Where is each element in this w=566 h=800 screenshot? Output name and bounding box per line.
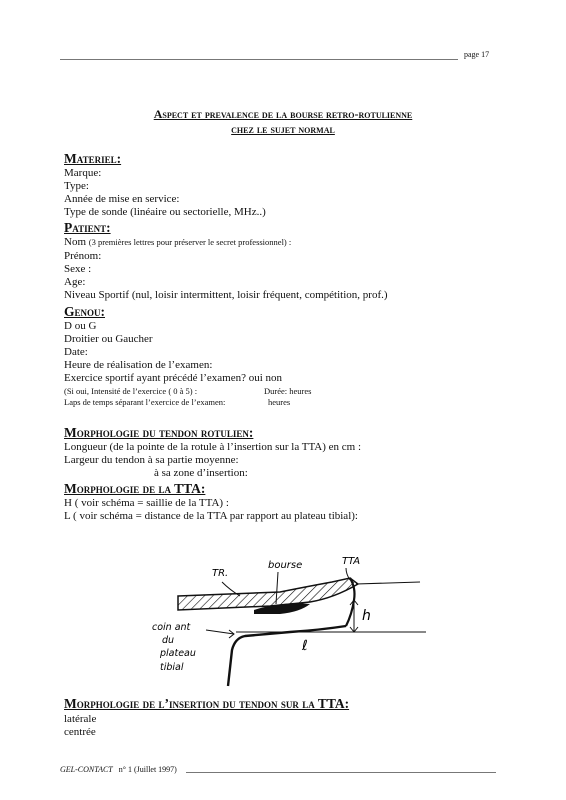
- insertion-laterale: latérale: [64, 713, 97, 725]
- genou-date: Date:: [64, 346, 88, 358]
- tta-l: L ( voir schéma = distance de la TTA par rapport au plateau tibial):: [64, 510, 358, 522]
- materiel-marque: Marque:: [64, 167, 102, 179]
- tendon-band: [178, 578, 358, 610]
- section-tta-heading: Morphologie de la TTA:: [64, 481, 206, 496]
- label-bourse: bourse: [268, 560, 303, 571]
- section-materiel-heading: Materiel:: [64, 151, 122, 166]
- genou-heure: Heure de réalisation de l’examen:: [64, 359, 213, 371]
- label-coin-3: plateau: [160, 648, 196, 659]
- tendon-longueur: Longueur (de la pointe de la rotule à l’insertion sur la TTA) en cm :: [64, 441, 362, 453]
- insertion-centree: centrée: [64, 726, 96, 738]
- genou-intensite: (Si oui, Intensité de l’exercice ( 0 à 5) :: [64, 386, 198, 396]
- materiel-type: Type:: [64, 180, 89, 192]
- footer-rule: [186, 772, 496, 773]
- bone-upper-line: [356, 582, 420, 584]
- patient-niveau-sportif: Niveau Sportif (nul, loisir intermittent, loisir fréquent, compétition, prof.): [64, 289, 388, 301]
- patient-sexe: Sexe :: [64, 263, 92, 275]
- label-coin-1: coin ant: [152, 622, 191, 633]
- section-patient-heading: Patient:: [64, 220, 111, 235]
- genou-laps: Laps de temps séparant l’exercice de l’examen:: [64, 397, 226, 407]
- materiel-sonde: Type de sonde (linéaire ou sectorielle, MHz..): [64, 206, 266, 218]
- genou-duree: Durée: heures: [264, 386, 312, 396]
- tendon-largeur-insertion: à sa zone d’insertion:: [154, 467, 248, 479]
- genou-laps-heures: heures: [268, 397, 291, 407]
- section-genou-heading: Genou:: [64, 304, 105, 319]
- page-number: page 17: [464, 50, 490, 59]
- label-h: h: [362, 608, 371, 624]
- label-l: ℓ: [302, 638, 308, 654]
- footer-issue: n° 1 (Juillet 1997): [118, 765, 177, 774]
- tta-h: H ( voir schéma = saillie de la TTA) :: [64, 497, 229, 509]
- tibia-contour: [228, 626, 346, 686]
- footer: [60, 765, 177, 774]
- section-tendon-heading: Morphologie du tendon rotulien:: [64, 425, 254, 440]
- patient-prenom: Prénom:: [64, 250, 102, 262]
- patient-nom-label: Nom: [64, 236, 86, 248]
- knee-schema-sketch: [150, 548, 440, 688]
- patient-nom-note: (3 premières lettres pour préserver le secret professionnel) :: [88, 237, 292, 247]
- footer-journal: GEL-CONTACT: [60, 765, 113, 774]
- label-tr: TR.: [212, 568, 229, 579]
- tendon-largeur-moyenne: Largeur du tendon à sa partie moyenne:: [64, 454, 239, 466]
- label-coin-4: tibial: [160, 662, 184, 673]
- label-coin-2: du: [162, 635, 175, 646]
- patient-age: Age:: [64, 276, 86, 288]
- genou-cote: D ou G: [64, 320, 97, 332]
- header-rule: [60, 59, 458, 60]
- document-title-line2: chez le sujet normal: [231, 122, 335, 136]
- genou-exercice: Exercice sportif ayant précédé l’examen? oui non: [64, 372, 283, 384]
- label-tta: TTA: [342, 556, 361, 567]
- document-title-line1: Aspect et prevalence de la bourse retro-rotulienne: [153, 107, 413, 121]
- materiel-annee: Année de mise en service:: [64, 193, 180, 205]
- genou-lateralite: Droitier ou Gaucher: [64, 333, 153, 345]
- section-insertion-heading: Morphologie de l’insertion du tendon sur la TTA:: [64, 696, 350, 711]
- patient-nom: [64, 236, 291, 249]
